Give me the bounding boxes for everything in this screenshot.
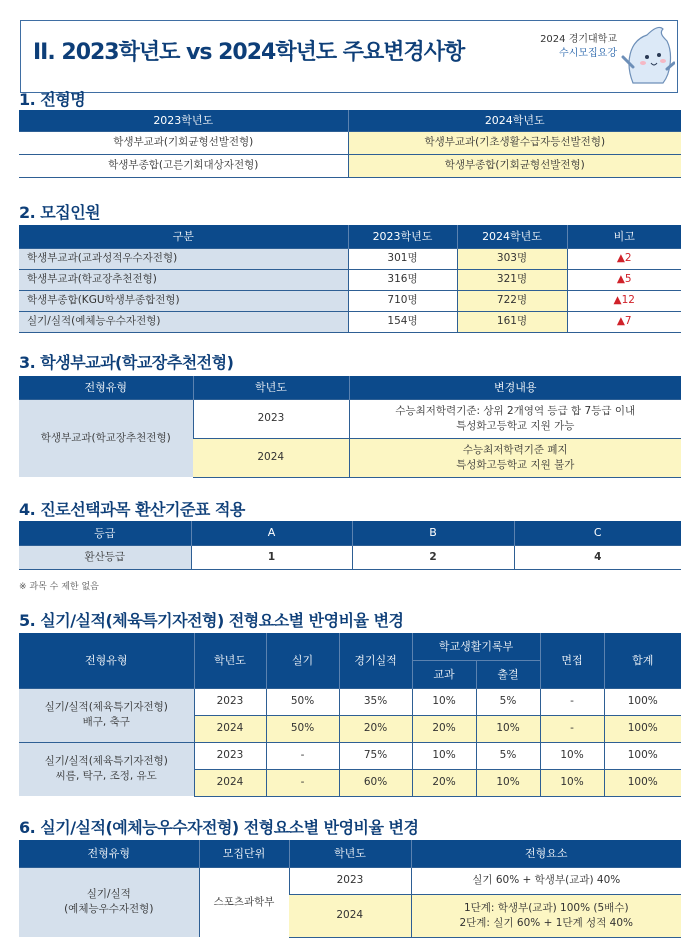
col-header: C xyxy=(514,521,681,545)
cell: 2024 xyxy=(193,438,349,477)
change-badge: ▲12 xyxy=(567,290,681,311)
cell: 학생부종합(KGU학생부종합전형) xyxy=(19,290,348,311)
cell: 5% xyxy=(476,742,540,769)
section-1-title: 1. 전형명 xyxy=(19,90,86,109)
table-row xyxy=(19,154,681,177)
cell: 20% xyxy=(339,715,412,742)
cell: 학생부교과(기초생활수급자등선발전형) xyxy=(348,131,681,154)
cell: 학생부종합(기회균형선발전형) xyxy=(348,154,681,177)
cell: 35% xyxy=(339,688,412,715)
cell xyxy=(19,867,199,937)
cell xyxy=(19,688,194,742)
cell: 2023 xyxy=(193,399,349,438)
col-header: A xyxy=(191,521,352,545)
table-enrollment xyxy=(19,225,681,333)
col-header: 출결 xyxy=(476,660,540,688)
cell: 2023 xyxy=(194,742,266,769)
cell-line: 실기/실적(체육특기자전형) xyxy=(44,755,168,768)
col-header: B xyxy=(352,521,514,545)
change-badge: ▲7 xyxy=(567,311,681,332)
cell-line: 특성화고등학교 지원 가능 xyxy=(456,419,575,432)
cell xyxy=(411,894,681,937)
cell: 60% xyxy=(339,769,412,796)
cell: 2023 xyxy=(289,867,411,894)
cell: 2024 xyxy=(194,715,266,742)
cell: 1 xyxy=(191,545,352,569)
publication-label xyxy=(540,33,617,61)
cell: 20% xyxy=(412,769,476,796)
table-row xyxy=(19,742,681,769)
cell: 100% xyxy=(604,742,681,769)
cell-line: 1단계: 학생부(교과) 100% (5배수) xyxy=(463,901,629,914)
cell xyxy=(19,742,194,796)
cell: 722명 xyxy=(457,290,567,311)
cell: 50% xyxy=(266,688,339,715)
cell: 154명 xyxy=(348,311,457,332)
cell: 75% xyxy=(339,742,412,769)
cell: 2 xyxy=(352,545,514,569)
cell-line: 수능최저학력기준 폐지 xyxy=(462,443,568,456)
col-header: 전형유형 xyxy=(19,633,194,688)
cell: 학생부교과(학교장추천전형) xyxy=(19,399,193,477)
table-row xyxy=(19,399,681,438)
table-admission-names xyxy=(19,110,681,178)
col-header: 교과 xyxy=(412,660,476,688)
cell xyxy=(349,438,681,477)
cell: 301명 xyxy=(348,248,457,269)
section-6-title: 6. 실기/실적(예체능우수자전형) 전형요소별 반영비율 변경 xyxy=(19,818,419,837)
cell: 321명 xyxy=(457,269,567,290)
table-row xyxy=(19,269,681,290)
section-3-title: 3. 학생부교과(학교장추천전형) xyxy=(19,353,234,372)
cell: 학생부교과(기회균형선발전형) xyxy=(19,131,348,154)
table-row xyxy=(19,248,681,269)
cell: 실기/실적(예체능우수자전형) xyxy=(19,311,348,332)
cell-line: 실기/실적(체육특기자전형) xyxy=(44,701,168,713)
cell: 학생부교과(학교장추천전형) xyxy=(19,269,348,290)
col-header: 전형요소 xyxy=(411,840,681,867)
cell: 10% xyxy=(476,769,540,796)
table-sports-ratio xyxy=(19,633,681,797)
table-row xyxy=(19,131,681,154)
cell: 2024 xyxy=(194,769,266,796)
cell: 10% xyxy=(412,688,476,715)
cell: 5% xyxy=(476,688,540,715)
cell: - xyxy=(266,742,339,769)
cell-line: (예체능우수자전형) xyxy=(64,903,154,916)
cell-line: 특성화고등학교 지원 불가 xyxy=(456,458,575,471)
table-row xyxy=(19,290,681,311)
table-grade-conversion xyxy=(19,521,681,570)
section-2-title: 2. 모집인원 xyxy=(19,203,101,222)
change-badge: ▲5 xyxy=(567,269,681,290)
cell: 10% xyxy=(476,715,540,742)
table-row xyxy=(19,311,681,332)
table-row xyxy=(19,688,681,715)
footnote: ※ 과목 수 제한 없음 xyxy=(19,582,99,592)
cell-line: 2단계: 실기 60% + 1단계 성적 40% xyxy=(459,916,634,929)
cell: 100% xyxy=(604,769,681,796)
cell: 100% xyxy=(604,715,681,742)
col-header: 2024학년도 xyxy=(348,110,681,131)
page-header xyxy=(20,20,678,93)
col-header: 2024학년도 xyxy=(457,225,567,248)
cell-line: 배구, 축구 xyxy=(82,716,130,728)
table-row xyxy=(19,867,681,894)
table-school-recommendation xyxy=(19,376,681,478)
cell: 10% xyxy=(540,742,604,769)
change-badge: ▲2 xyxy=(567,248,681,269)
cell: 100% xyxy=(604,688,681,715)
cell: 50% xyxy=(266,715,339,742)
table-arts-sports-ratio xyxy=(19,840,681,938)
col-header: 2023학년도 xyxy=(348,225,457,248)
cell: 환산등급 xyxy=(19,545,191,569)
cell: - xyxy=(540,688,604,715)
publication-name: 수시모집요강 xyxy=(559,48,617,59)
cell: 303명 xyxy=(457,248,567,269)
col-header: 모집단위 xyxy=(199,840,289,867)
cell: 20% xyxy=(412,715,476,742)
col-header: 전형유형 xyxy=(19,840,199,867)
section-5-title: 5. 실기/실적(체육특기자전형) 전형요소별 반영비율 변경 xyxy=(19,611,404,630)
table-row xyxy=(19,545,681,569)
col-header: 변경내용 xyxy=(349,376,681,399)
col-header: 학년도 xyxy=(289,840,411,867)
col-header: 학년도 xyxy=(193,376,349,399)
cell: 2023 xyxy=(194,688,266,715)
col-header: 학년도 xyxy=(194,633,266,688)
col-header: 실기 xyxy=(266,633,339,688)
cell: 스포츠과학부 xyxy=(199,867,289,937)
cell: 710명 xyxy=(348,290,457,311)
cell-line: 수능최저학력기준: 상위 2개영역 등급 합 7등급 이내 xyxy=(395,404,636,417)
cell: 실기 60% + 학생부(교과) 40% xyxy=(411,867,681,894)
cell: 4 xyxy=(514,545,681,569)
cell: 161명 xyxy=(457,311,567,332)
col-header: 비고 xyxy=(567,225,681,248)
page-title: II. 2023학년도 vs 2024학년도 주요변경사항 xyxy=(33,40,465,65)
section-4-title: 4. 진로선택과목 환산기준표 적용 xyxy=(19,500,245,519)
publication-year: 2024 경기대학교 xyxy=(540,34,617,45)
col-header: 경기실적 xyxy=(339,633,412,688)
col-header: 등급 xyxy=(19,521,191,545)
cell: 316명 xyxy=(348,269,457,290)
cell: 10% xyxy=(540,769,604,796)
cell: - xyxy=(266,769,339,796)
col-header: 학교생활기록부 xyxy=(412,633,540,660)
col-header: 합계 xyxy=(604,633,681,688)
cell: 학생부종합(고른기회대상자전형) xyxy=(19,154,348,177)
cell: - xyxy=(540,715,604,742)
col-header: 전형유형 xyxy=(19,376,193,399)
col-header: 면접 xyxy=(540,633,604,688)
cell xyxy=(349,399,681,438)
cell-line: 실기/실적 xyxy=(86,888,131,901)
cell-line: 씨름, 탁구, 조정, 유도 xyxy=(55,770,157,783)
cell: 2024 xyxy=(289,894,411,937)
col-header: 구분 xyxy=(19,225,348,248)
cell: 학생부교과(교과성적우수자전형) xyxy=(19,248,348,269)
mascot-icon xyxy=(619,23,675,91)
col-header: 2023학년도 xyxy=(19,110,348,131)
cell: 10% xyxy=(412,742,476,769)
